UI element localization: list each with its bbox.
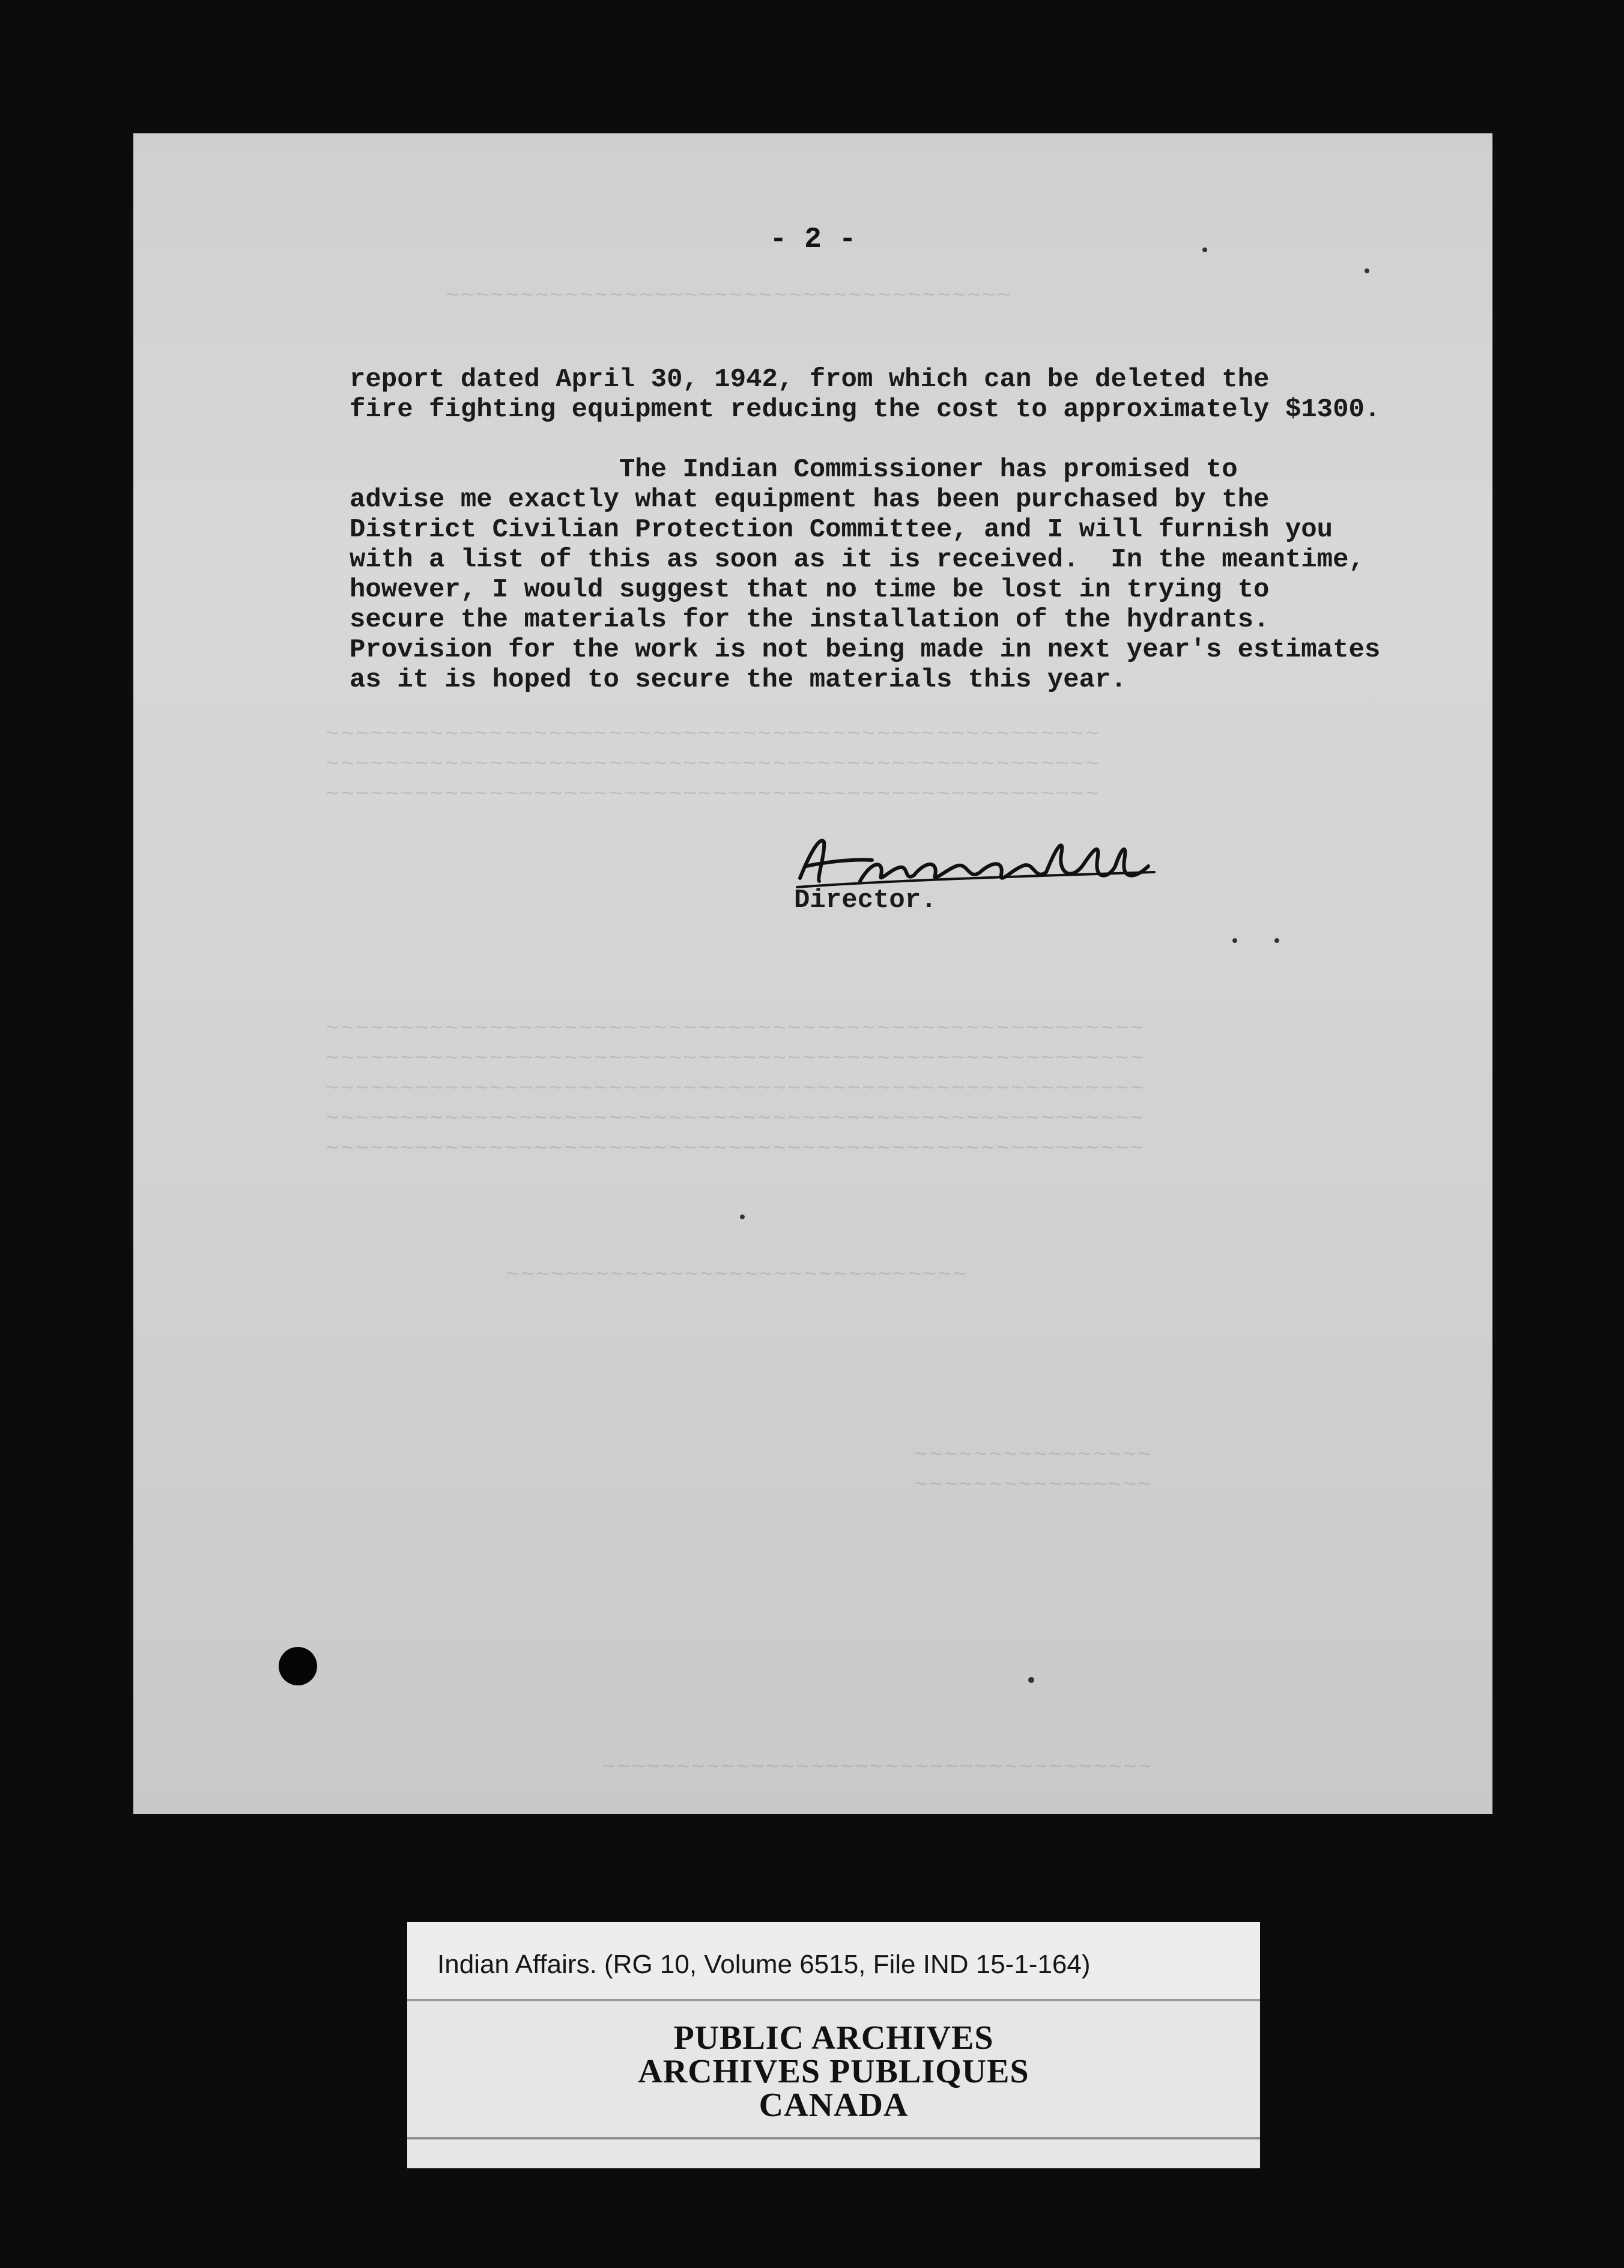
body-line: report dated April 30, 1942, from which can be deleted the (350, 365, 1270, 395)
bleed-through-text: ~~~~~~~~~~~~~~~~~~~~~~~~~~~~~~~~~~~~~~~~~~~~~~~~~~~~~~~ (326, 1136, 1145, 1162)
bleed-through-text: ~~~~~~~~~~~~~~~~~~~~~~~~~~~~~~~~~~~~~~~~~~~~~~~~~~~~~~~ (326, 1046, 1145, 1072)
body-line: The Indian Commissioner has promised to (350, 455, 1238, 485)
letter-page (133, 133, 1492, 1814)
bleed-through-text: ~~~~~~~~~~~~~~~~~~~~~~~~~~~~~~~~~~~~~~ (446, 284, 1012, 309)
speck (1232, 938, 1237, 943)
bleed-through-text: ~~~~~~~~~~~~~~~~~~~~~~~~~~~~~~~~~~~~~~~~~~~~~~~~~~~~ (326, 722, 1100, 748)
body-line: Provision for the work is not being made in next year's estimates (350, 635, 1381, 665)
bleed-through-text: ~~~~~~~~~~~~~~~~ (914, 1473, 1153, 1499)
bleed-through-text: ~~~~~~~~~~~~~~~~~~~~~~~~~~~~~~~ (506, 1263, 968, 1288)
stamp-line: CANADA (759, 2087, 909, 2124)
body-line: fire fighting equipment reducing the cost to approximately $1300. (350, 395, 1381, 425)
stamp-line: PUBLIC ARCHIVES (673, 2019, 994, 2057)
letter-body (350, 365, 1479, 695)
body-line: secure the materials for the installation of the hydrants. (350, 605, 1270, 635)
body-line: however, I would suggest that no time be lost in trying to (350, 575, 1270, 605)
archive-label (407, 1922, 1260, 2168)
bleed-through-text: ~~~~~~~~~~~~~~~~~~~~~~~~~~~~~~~~~~~~~~~~~~~~~~~~~~~~~~~ (326, 1016, 1145, 1042)
speck (1028, 1677, 1034, 1683)
speck (1365, 268, 1369, 273)
bleed-through-text: ~~~~~~~~~~~~~~~~~~~~~~~~~~~~~~~~~~~~~~~~~~~~~~~~~~~~~~~ (326, 1076, 1145, 1102)
body-line: advise me exactly what equipment has been purchased by the (350, 485, 1270, 515)
archive-stamp (407, 2021, 1260, 2122)
stamp-line: ARCHIVES PUBLIQUES (638, 2053, 1029, 2090)
archive-reference: Indian Affairs. (RG 10, Volume 6515, File IND 15-1-164) (437, 1950, 1091, 1979)
bleed-through-text: ~~~~~~~~~~~~~~~~~~~~~~~~~~~~~~~~~~~~~~~~~~~~~~~~~~~~ (326, 782, 1100, 808)
archive-reference-strip (407, 1922, 1260, 2001)
body-line: as it is hoped to secure the materials this year. (350, 665, 1127, 695)
speck (1202, 247, 1207, 252)
label-divider (407, 2137, 1260, 2139)
speck (1274, 938, 1279, 943)
body-line: with a list of this as soon as it is received. In the meantime, (350, 545, 1365, 575)
bleed-through-text: ~~~~~~~~~~~~~~~~ (914, 1443, 1153, 1469)
bleed-through-text: ~~~~~~~~~~~~~~~~~~~~~~~~~~~~~~~~~~~~~~~~~~~~~~~~~~~~~~~ (326, 1106, 1145, 1132)
signature-title: Director. (794, 885, 937, 915)
punch-hole (279, 1647, 317, 1685)
page-number: - 2 - (769, 223, 856, 256)
bleed-through-text: ~~~~~~~~~~~~~~~~~~~~~~~~~~~~~~~~~~~~~ (602, 1755, 1153, 1781)
speck (740, 1214, 745, 1219)
bleed-through-text: ~~~~~~~~~~~~~~~~~~~~~~~~~~~~~~~~~~~~~~~~~~~~~~~~~~~~ (326, 752, 1100, 778)
body-line: District Civilian Protection Committee, and I will furnish you (350, 515, 1333, 545)
